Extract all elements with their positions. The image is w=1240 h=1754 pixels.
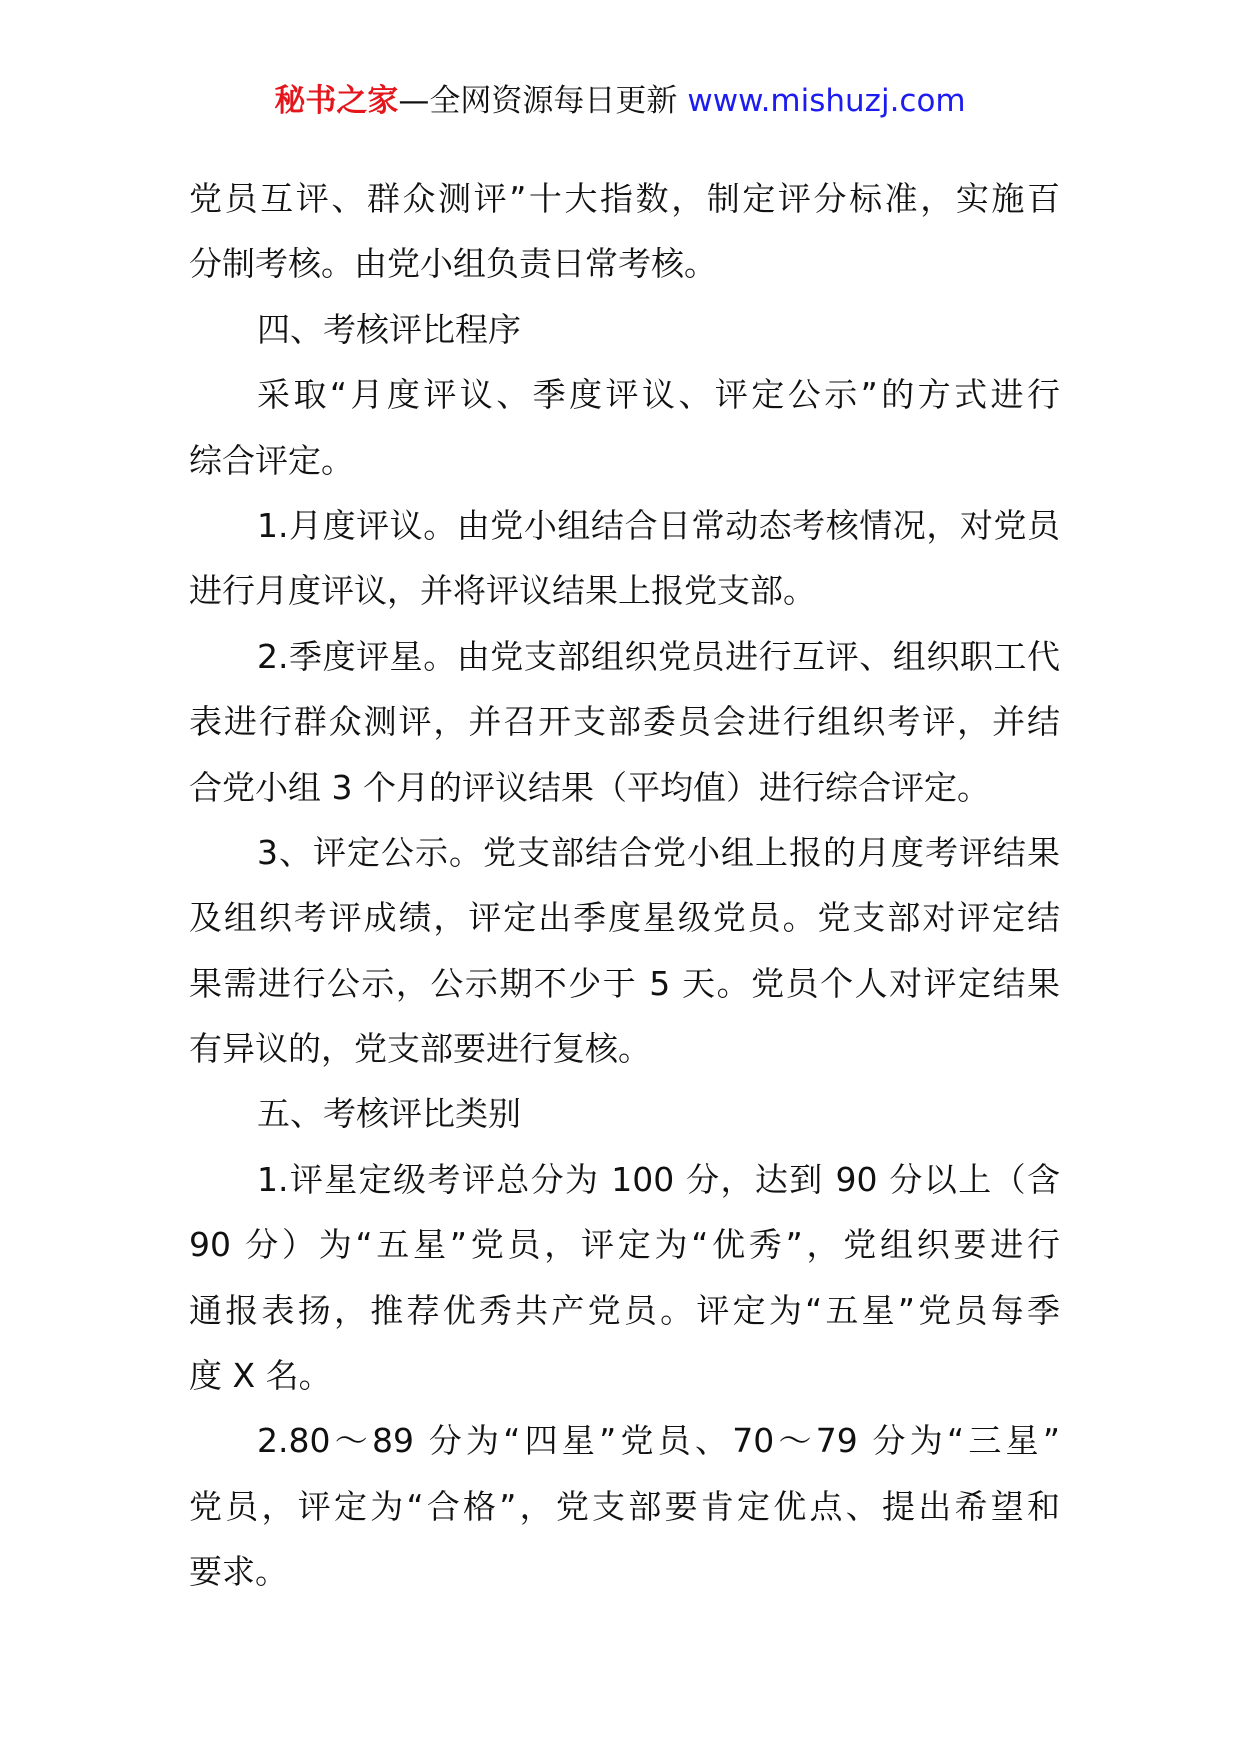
- text-line: 采取“月度评议、季度评议、评定公示”的方式进行: [257, 375, 1060, 415]
- paragraph: [189, 1408, 1060, 1604]
- text-line: 2.80～89 分为“四星”党员、70～79 分为“三星”: [257, 1421, 1060, 1461]
- section-heading-text: 五、考核评比类别: [257, 1094, 521, 1134]
- text-line: 表进行群众测评，并召开支部委员会进行组织考评，并结: [189, 702, 1060, 742]
- text-line: 3、评定公示。党支部结合党小组上报的月度考评结果: [257, 832, 1060, 872]
- text-line: 分制考核。由党小组负责日常考核。: [189, 244, 717, 284]
- paragraph: [189, 820, 1060, 1082]
- paragraph: [189, 362, 1060, 493]
- text-line: 合党小组 3 个月的评议结果（平均值）进行综合评定。: [189, 767, 990, 807]
- text-line: 度 X 名。: [189, 1356, 332, 1396]
- paragraph: [189, 624, 1060, 820]
- text-line: 党员，评定为“合格”，党支部要肯定优点、提出希望和: [189, 1486, 1060, 1526]
- header-tagline: —全网资源每日更新: [398, 83, 678, 119]
- paragraph: [189, 493, 1060, 624]
- text-line: 及组织考评成绩，评定出季度星级党员。党支部对评定结: [189, 898, 1060, 938]
- paragraph: [189, 1147, 1060, 1409]
- text-line: 果需进行公示，公示期不少于 5 天。党员个人对评定结果: [189, 963, 1060, 1003]
- text-line: 有异议的，党支部要进行复核。: [189, 1029, 651, 1069]
- section-heading-text: 四、考核评比程序: [257, 309, 521, 349]
- text-line: 进行月度评议，并将评议结果上报党支部。: [189, 571, 816, 611]
- text-line: 1.评星定级考评总分为 100 分，达到 90 分以上（含: [257, 1159, 1060, 1199]
- text-line: 2.季度评星。由党支部组织党员进行互评、组织职工代: [257, 636, 1060, 676]
- text-line: 党员互评、群众测评”十大指数，制定评分标准，实施百: [189, 179, 1060, 218]
- paragraph: [189, 166, 1060, 297]
- text-line: 综合评定。: [189, 440, 354, 480]
- text-line: 90 分）为“五星”党员，评定为“优秀”，党组织要进行: [189, 1225, 1060, 1265]
- section-heading: [189, 1081, 1060, 1146]
- document-body: [189, 166, 1060, 1605]
- section-heading: [189, 297, 1060, 362]
- page-header: [0, 78, 1240, 124]
- brand-name: 秘书之家: [274, 83, 399, 119]
- text-line: 1.月度评议。由党小组结合日常动态考核情况，对党员: [257, 505, 1060, 545]
- text-line: 要求。: [189, 1552, 288, 1592]
- site-url: www.mishuzj.com: [687, 83, 966, 119]
- text-line: 通报表扬，推荐优秀共产党员。评定为“五星”党员每季: [189, 1290, 1060, 1330]
